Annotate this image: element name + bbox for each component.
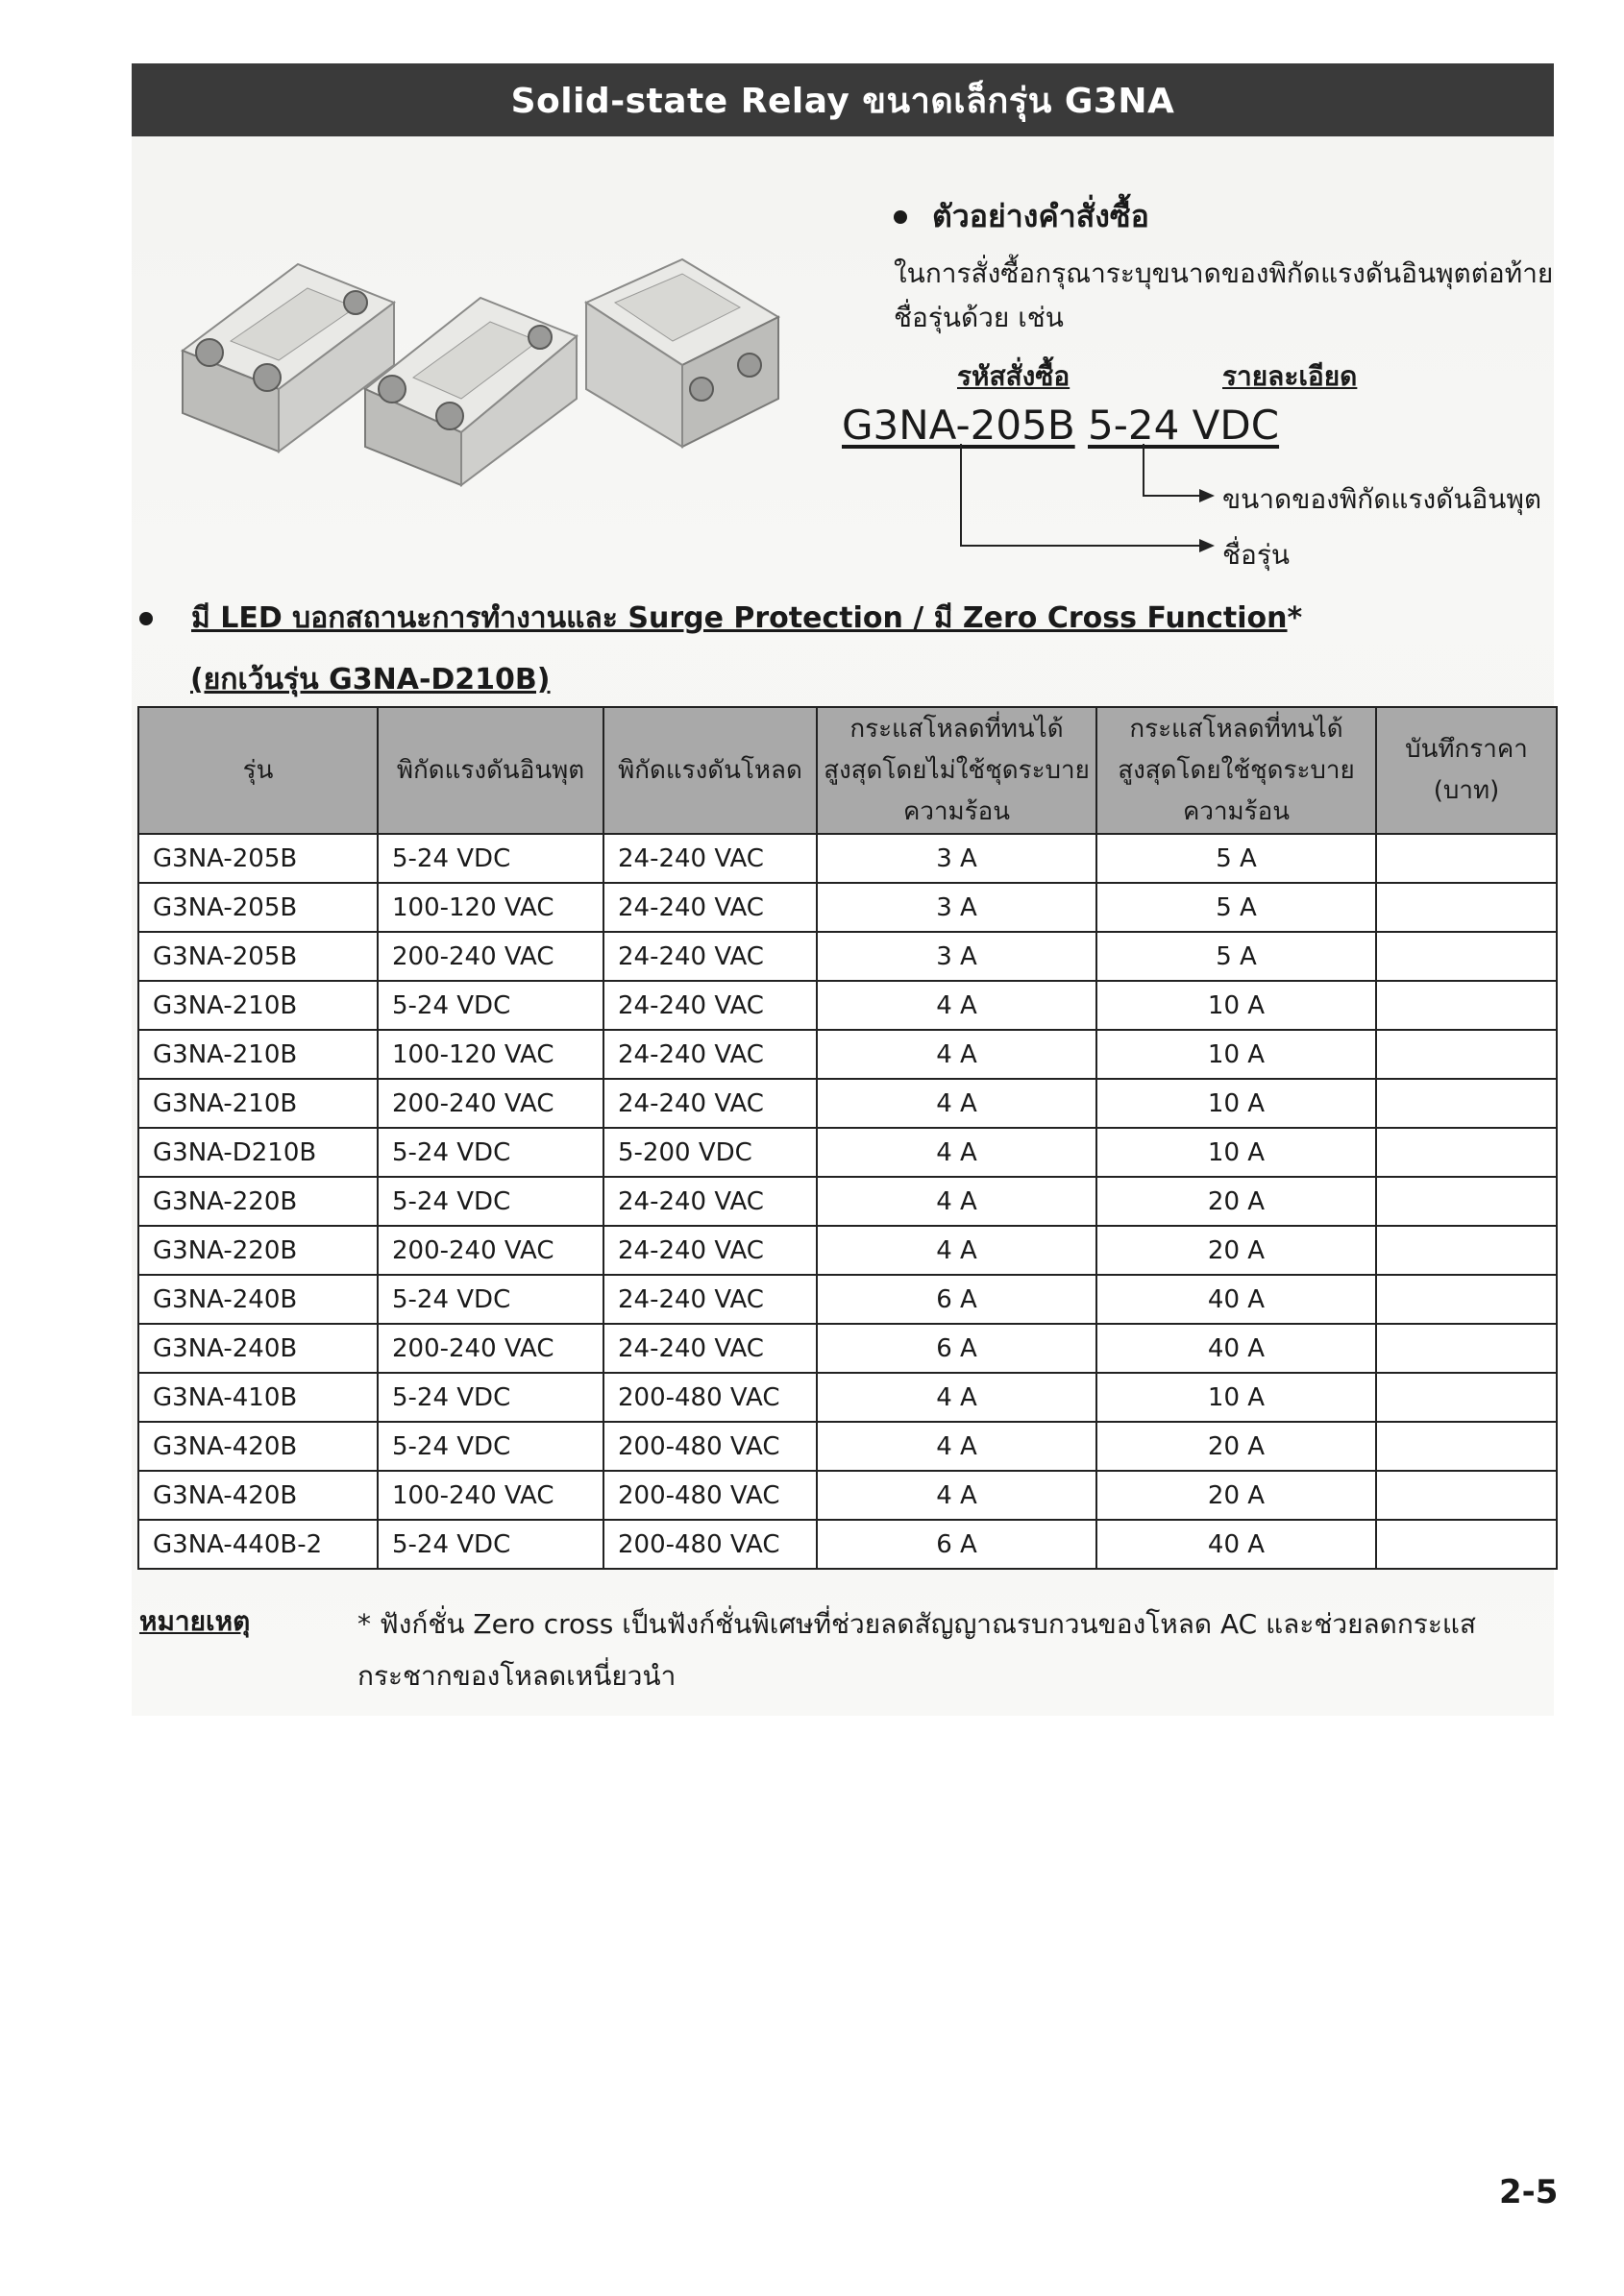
cell-input-voltage: 5-24 VDC <box>378 1373 603 1422</box>
cell-model: G3NA-240B <box>138 1275 378 1324</box>
feature-exception: (ยกเว้นรุ่น G3NA-D210B) <box>190 663 551 696</box>
spec-table <box>137 706 1558 1570</box>
table-row <box>138 1128 1557 1177</box>
table-row <box>138 1422 1557 1471</box>
cell-current-with-heatsink: 20 A <box>1096 1226 1376 1275</box>
detail-label: รายละเอียด <box>1222 360 1358 392</box>
cell-model: G3NA-205B <box>138 932 378 981</box>
example-model: G3NA-205B <box>842 402 1075 449</box>
table-row <box>138 1471 1557 1520</box>
cell-price[interactable] <box>1376 1471 1557 1520</box>
cell-input-voltage: 5-24 VDC <box>378 1275 603 1324</box>
cell-load-voltage: 200-480 VAC <box>603 1373 817 1422</box>
page-title: Solid-state Relay ขนาดเล็กรุ่น G3NA <box>132 63 1554 136</box>
cell-load-voltage: 24-240 VAC <box>603 1177 817 1226</box>
table-row <box>138 883 1557 932</box>
cell-load-voltage: 24-240 VAC <box>603 981 817 1030</box>
product-photo <box>163 245 798 495</box>
header-current-with-heatsink: กระแสโหลดที่ทนได้สูงสุดโดยใช้ชุดระบายความร้อน <box>1096 707 1376 834</box>
cell-current-no-heatsink: 4 A <box>817 1373 1096 1422</box>
header-price-note: บันทึกราคา (บาท) <box>1376 707 1557 834</box>
table-row <box>138 1030 1557 1079</box>
cell-input-voltage: 200-240 VAC <box>378 932 603 981</box>
cell-model: G3NA-210B <box>138 981 378 1030</box>
cell-model: G3NA-420B <box>138 1471 378 1520</box>
cell-current-with-heatsink: 20 A <box>1096 1471 1376 1520</box>
table-row <box>138 1324 1557 1373</box>
cell-price[interactable] <box>1376 1128 1557 1177</box>
cell-model: G3NA-210B <box>138 1030 378 1079</box>
cell-load-voltage: 24-240 VAC <box>603 1079 817 1128</box>
cell-input-voltage: 5-24 VDC <box>378 834 603 883</box>
cell-current-with-heatsink: 10 A <box>1096 1128 1376 1177</box>
cell-model: G3NA-D210B <box>138 1128 378 1177</box>
header-input-voltage: พิกัดแรงดันอินพุต <box>378 707 603 834</box>
cell-current-no-heatsink: 4 A <box>817 1422 1096 1471</box>
page-number: 2-5 <box>1499 2173 1559 2211</box>
cell-current-no-heatsink: 4 A <box>817 1471 1096 1520</box>
cell-price[interactable] <box>1376 1520 1557 1569</box>
cell-price[interactable] <box>1376 981 1557 1030</box>
table-row <box>138 1177 1557 1226</box>
cell-input-voltage: 100-120 VAC <box>378 1030 603 1079</box>
arrow-model-label: ชื่อรุ่น <box>1222 539 1290 571</box>
cell-load-voltage: 24-240 VAC <box>603 1226 817 1275</box>
order-code-label: รหัสสั่งซื้อ <box>957 360 1070 392</box>
cell-current-with-heatsink: 10 A <box>1096 1373 1376 1422</box>
cell-current-no-heatsink: 3 A <box>817 883 1096 932</box>
cell-current-with-heatsink: 10 A <box>1096 981 1376 1030</box>
cell-input-voltage: 5-24 VDC <box>378 1520 603 1569</box>
relay-image-3 <box>586 259 778 447</box>
cell-price[interactable] <box>1376 883 1557 932</box>
feature-text: มี LED บอกสถานะการทำงานและ Surge Protection / มี Zero Cross Function <box>191 601 1288 635</box>
cell-current-with-heatsink: 40 A <box>1096 1275 1376 1324</box>
cell-load-voltage: 24-240 VAC <box>603 932 817 981</box>
feature-line <box>139 596 1302 641</box>
arrow-voltage-label: ขนาดของพิกัดแรงดันอินพุต <box>1222 483 1542 515</box>
ordering-description: ในการสั่งซื้อกรุณาระบุขนาดของพิกัดแรงดันอินพุตต่อท้ายชื่อรุ่นด้วย เช่น <box>894 257 1554 333</box>
cell-current-with-heatsink: 40 A <box>1096 1520 1376 1569</box>
header-current-no-heatsink: กระแสโหลดที่ทนได้สูงสุดโดยไม่ใช้ชุดระบายความร้อน <box>817 707 1096 834</box>
arrow-head-icon <box>1199 489 1215 502</box>
cell-current-with-heatsink: 40 A <box>1096 1324 1376 1373</box>
cell-load-voltage: 200-480 VAC <box>603 1422 817 1471</box>
cell-price[interactable] <box>1376 932 1557 981</box>
cell-input-voltage: 200-240 VAC <box>378 1226 603 1275</box>
cell-load-voltage: 24-240 VAC <box>603 883 817 932</box>
cell-load-voltage: 5-200 VDC <box>603 1128 817 1177</box>
cell-input-voltage: 5-24 VDC <box>378 1128 603 1177</box>
cell-price[interactable] <box>1376 1226 1557 1275</box>
cell-current-with-heatsink: 5 A <box>1096 932 1376 981</box>
order-code-diagram <box>951 442 1220 557</box>
note-label: หมายเหตุ <box>139 1605 251 1637</box>
cell-load-voltage: 24-240 VAC <box>603 1030 817 1079</box>
table-row <box>138 981 1557 1030</box>
cell-current-with-heatsink: 10 A <box>1096 1079 1376 1128</box>
header-load-voltage: พิกัดแรงดันโหลด <box>603 707 817 834</box>
cell-load-voltage: 200-480 VAC <box>603 1520 817 1569</box>
table-row <box>138 1226 1557 1275</box>
cell-price[interactable] <box>1376 834 1557 883</box>
cell-price[interactable] <box>1376 1030 1557 1079</box>
header-model: รุ่น <box>138 707 378 834</box>
cell-input-voltage: 100-120 VAC <box>378 883 603 932</box>
cell-price[interactable] <box>1376 1373 1557 1422</box>
cell-model: G3NA-210B <box>138 1079 378 1128</box>
cell-input-voltage: 5-24 VDC <box>378 1422 603 1471</box>
cell-current-with-heatsink: 20 A <box>1096 1177 1376 1226</box>
table-row <box>138 932 1557 981</box>
bullet-icon <box>894 210 907 224</box>
cell-current-no-heatsink: 4 A <box>817 1079 1096 1128</box>
table-row <box>138 834 1557 883</box>
cell-input-voltage: 100-240 VAC <box>378 1471 603 1520</box>
cell-price[interactable] <box>1376 1177 1557 1226</box>
cell-input-voltage: 200-240 VAC <box>378 1324 603 1373</box>
table-row <box>138 1373 1557 1422</box>
table-row <box>138 1520 1557 1569</box>
cell-model: G3NA-440B-2 <box>138 1520 378 1569</box>
cell-current-no-heatsink: 4 A <box>817 1177 1096 1226</box>
relay-image-1 <box>183 264 394 452</box>
cell-current-no-heatsink: 3 A <box>817 932 1096 981</box>
cell-load-voltage: 24-240 VAC <box>603 834 817 883</box>
cell-load-voltage: 24-240 VAC <box>603 1275 817 1324</box>
cell-current-with-heatsink: 5 A <box>1096 834 1376 883</box>
arrow-head-icon <box>1199 539 1215 552</box>
cell-model: G3NA-220B <box>138 1226 378 1275</box>
cell-load-voltage: 24-240 VAC <box>603 1324 817 1373</box>
ordering-heading <box>894 192 1149 241</box>
table-row <box>138 1079 1557 1128</box>
cell-model: G3NA-205B <box>138 834 378 883</box>
cell-price[interactable] <box>1376 1275 1557 1324</box>
note-text: * ฟังก์ชั่น Zero cross เป็นฟังก์ชั่นพิเศษที่ช่วยลดสัญญาณรบกวนของโหลด AC และช่วยลดกระแสกระชากของโหลดเหนี่ยวนำ <box>357 1608 1476 1692</box>
cell-load-voltage: 200-480 VAC <box>603 1471 817 1520</box>
cell-current-no-heatsink: 3 A <box>817 834 1096 883</box>
cell-price[interactable] <box>1376 1422 1557 1471</box>
cell-current-no-heatsink: 4 A <box>817 1226 1096 1275</box>
cell-current-no-heatsink: 4 A <box>817 1030 1096 1079</box>
cell-price[interactable] <box>1376 1324 1557 1373</box>
cell-model: G3NA-420B <box>138 1422 378 1471</box>
cell-model: G3NA-220B <box>138 1177 378 1226</box>
cell-current-with-heatsink: 5 A <box>1096 883 1376 932</box>
table-row <box>138 1275 1557 1324</box>
bullet-icon <box>139 612 153 625</box>
cell-model: G3NA-240B <box>138 1324 378 1373</box>
table-header-row <box>138 707 1557 834</box>
cell-input-voltage: 5-24 VDC <box>378 981 603 1030</box>
cell-model: G3NA-410B <box>138 1373 378 1422</box>
cell-current-with-heatsink: 20 A <box>1096 1422 1376 1471</box>
cell-current-with-heatsink: 10 A <box>1096 1030 1376 1079</box>
cell-model: G3NA-205B <box>138 883 378 932</box>
cell-input-voltage: 200-240 VAC <box>378 1079 603 1128</box>
feature-asterisk: * <box>1287 601 1303 635</box>
cell-current-no-heatsink: 4 A <box>817 981 1096 1030</box>
cell-current-no-heatsink: 4 A <box>817 1128 1096 1177</box>
cell-price[interactable] <box>1376 1079 1557 1128</box>
relay-image-2 <box>365 298 577 485</box>
ordering-heading-text: ตัวอย่างคำสั่งซื้อ <box>932 198 1149 234</box>
cell-current-no-heatsink: 6 A <box>817 1520 1096 1569</box>
cell-input-voltage: 5-24 VDC <box>378 1177 603 1226</box>
cell-current-no-heatsink: 6 A <box>817 1324 1096 1373</box>
example-voltage: 5-24 VDC <box>1088 402 1280 449</box>
cell-current-no-heatsink: 6 A <box>817 1275 1096 1324</box>
